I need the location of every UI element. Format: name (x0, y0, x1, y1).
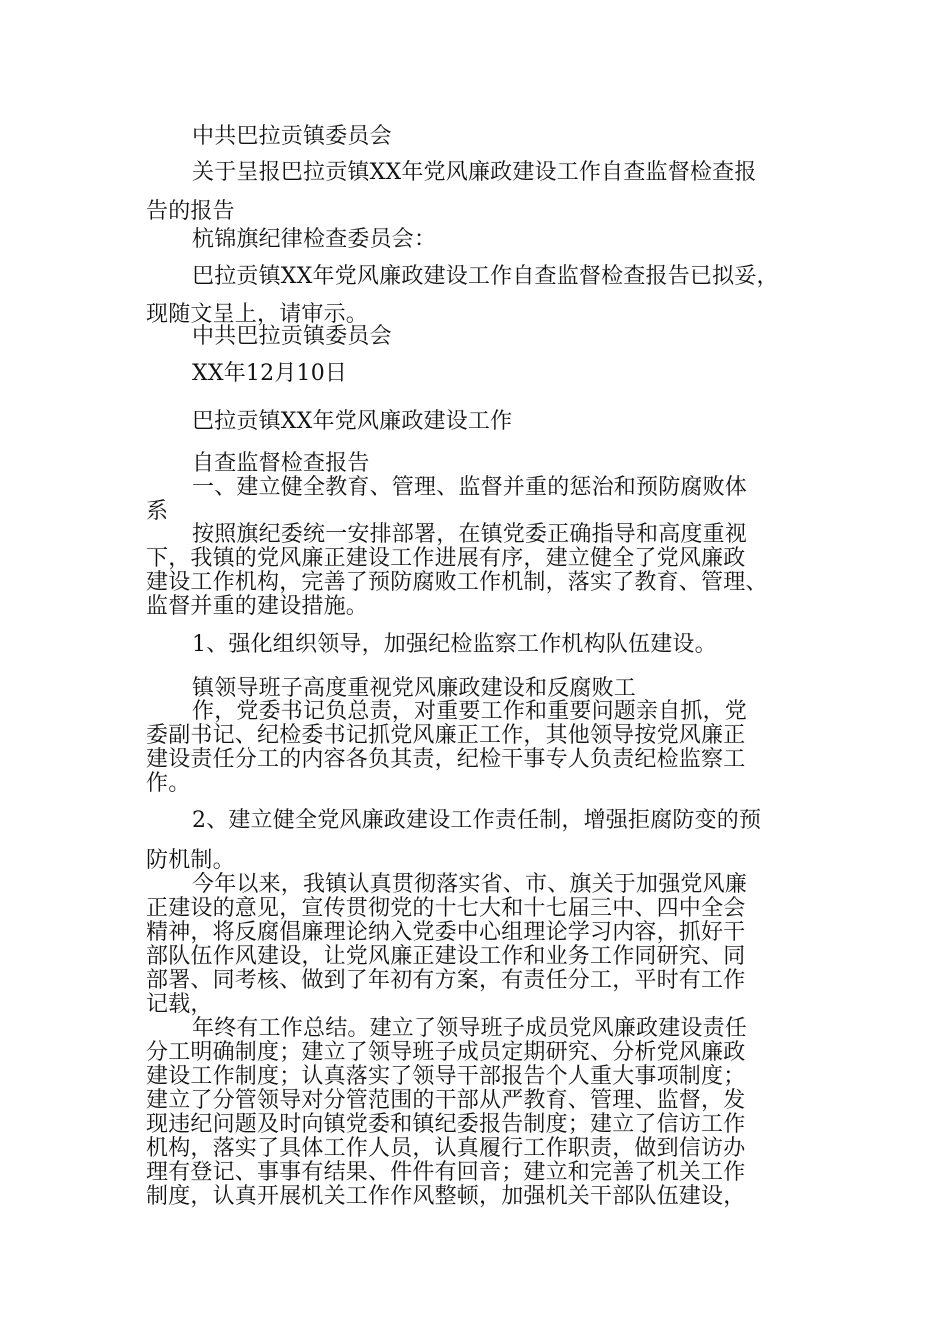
section-heading: 一、建立健全教育、管理、监督并重的惩治和预防腐败体 (192, 475, 748, 500)
signature-line: 中共巴拉贡镇委员会 (192, 324, 392, 349)
body-line: 现随文呈上，请审示。 (146, 302, 369, 327)
body-line: 建设工作机构，完善了预防腐败工作机制，落实了教育、管理、 (146, 570, 768, 595)
report-title-line: 自查监督检查报告 (192, 451, 370, 476)
title-line: 关于呈报巴拉贡镇XX年党风廉政建设工作自查监督检查报 (192, 160, 757, 185)
report-title-line: 巴拉贡镇XX年党风廉政建设工作 (192, 409, 513, 434)
date-line: XX年12月10日 (192, 361, 348, 386)
body-line: 作。 (146, 771, 191, 796)
body-line: 机构，落实了具体工作人员，认真履行工作职责，做到信访办 (146, 1136, 746, 1161)
body-line: 建设责任分工的内容各负其责，纪检干事专人负责纪检监察工 (146, 747, 746, 772)
subsection-heading: 2、建立健全党风廉政建设工作责任制，增强拒腐防变的预 (192, 808, 762, 833)
body-line: 精神，将反腐倡廉理论纳入党委中心组理论学习内容，抓好干 (146, 920, 746, 945)
body-line: 建立了分管领导对分管范围的干部从严教育、管理、监督，发 (146, 1088, 746, 1113)
body-line: 记载， (146, 992, 213, 1017)
body-line: 正建设的意见，宣传贯彻党的十七大和十七届三中、四中全会 (146, 896, 746, 921)
body-line: 制度，认真开展机关工作作风整顿，加强机关干部队伍建设， (146, 1184, 746, 1209)
body-line: 按照旗纪委统一安排部署，在镇党委正确指导和高度重视 (192, 522, 748, 547)
body-line: 镇领导班子高度重视党风廉政建设和反腐败工 (192, 676, 637, 701)
body-line: 巴拉贡镇XX年党风廉政建设工作自查监督检查报告已拟妥， (192, 264, 779, 289)
section-heading: 系 (146, 499, 169, 524)
body-line: 现违纪问题及时向镇党委和镇纪委报告制度；建立了信访工作 (146, 1112, 746, 1137)
body-line: 年终有工作总结。建立了领导班子成员党风廉政建设责任 (192, 1016, 748, 1041)
body-line: 作，党委书记负总责，对重要工作和重要问题亲自抓，党 (192, 699, 748, 724)
body-line: 理有登记、事事有结果、件件有回音；建立和完善了机关工作 (146, 1160, 746, 1185)
body-line: 部署、同考核、做到了年初有方案，有责任分工，平时有工作 (146, 968, 746, 993)
body-line: 建设工作制度；认真落实了领导干部报告个人重大事项制度； (146, 1064, 746, 1089)
subsection-heading: 防机制。 (146, 848, 235, 873)
body-line: 监督并重的建设措施。 (146, 594, 369, 619)
body-line: 今年以来，我镇认真贯彻落实省、市、旗关于加强党风廉 (192, 872, 748, 897)
body-line: 部队伍作风建设，让党风廉正建设工作和业务工作同研究、同 (146, 944, 746, 969)
body-line: 分工明确制度；建立了领导班子成员定期研究、分析党风廉政 (146, 1040, 746, 1065)
body-line: 下，我镇的党风廉正建设工作进展有序，建立健全了党风廉政 (146, 546, 746, 571)
title-line: 告的报告 (146, 199, 235, 224)
subsection-heading: 1、强化组织领导，加强纪检监察工作机构队伍建设。 (192, 632, 717, 657)
issuer-line: 中共巴拉贡镇委员会 (192, 124, 392, 149)
body-line: 委副书记、纪检委书记抓党风廉正工作，其他领导按党风廉正 (146, 723, 746, 748)
addressee-line: 杭锦旗纪律检查委员会： (192, 227, 437, 252)
